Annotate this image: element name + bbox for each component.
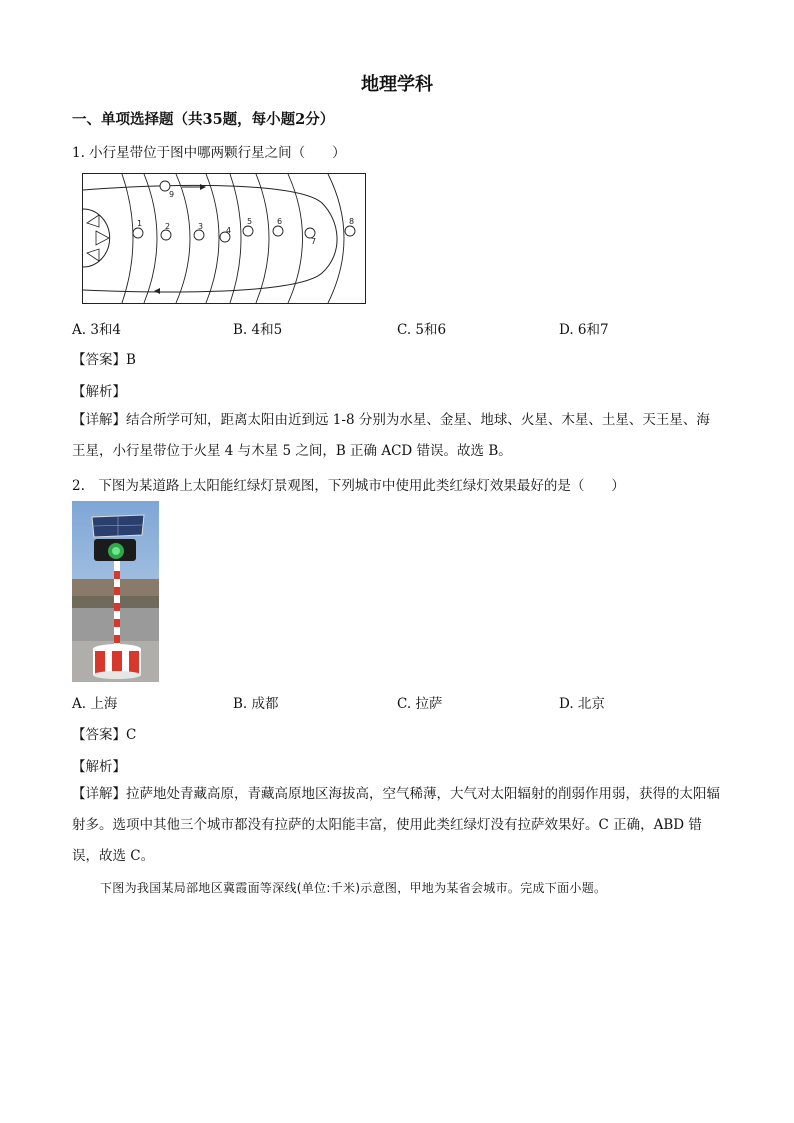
q2-option-a: A. 上海: [72, 696, 118, 712]
q2-detail: 【详解】拉萨地处青藏高原，青藏高原地区海拔高，空气稀薄，大气对太阳辐射的削弱作用弱，获得的太阳辐射多。选项中其他三个城市都没有拉萨的太阳能丰富，使用此类红绿灯没有拉萨效果好。C 正确，ABD 错误，故选 C。: [72, 786, 720, 864]
planet-label-7: 7: [311, 237, 317, 246]
planet-label-8: 8: [349, 217, 355, 226]
planet-label-2: 2: [165, 222, 171, 231]
planet-label-1: 1: [137, 219, 143, 228]
q1-option-a: A. 3和4: [72, 322, 122, 338]
q1-analysis-label: 【解析】: [72, 384, 126, 400]
solar-system-diagram: [82, 173, 366, 304]
q2-answer: 【答案】C: [72, 727, 137, 743]
q2-option-c: C. 拉萨: [397, 696, 443, 712]
q2-analysis-label: 【解析】: [72, 759, 126, 775]
section-heading: 一、单项选择题（共35题，每小题2分）: [72, 111, 335, 128]
q1-option-c: C. 5和6: [397, 322, 447, 338]
q2-option-d: D. 北京: [559, 696, 605, 712]
planet-label-5: 5: [247, 217, 253, 226]
q1-option-b: B. 4和5: [233, 322, 283, 338]
planet-label-9: 9: [169, 190, 175, 199]
q1-detail: 【详解】结合所学可知，距离太阳由近到远 1-8 分别为水星、金星、地球、火星、木星、土星、天王星、海王星，小行星带位于火星 4 与木星 5 之间，B 正确 ACD 错误。故选 B。: [72, 412, 710, 459]
planet-label-3: 3: [198, 222, 204, 231]
next-question-intro: 下图为我国某局部地区冀霞面等深线(单位:千米)示意图，甲地为某省会城市。完成下面小题。: [100, 881, 607, 895]
planet-label-4: 4: [226, 226, 232, 235]
q1-answer: 【答案】B: [72, 352, 136, 368]
question-1-stem: 1. 小行星带位于图中哪两颗行星之间（ ）: [72, 145, 346, 161]
page-title: 地理学科: [361, 74, 433, 95]
question-2-stem: 2. 下图为某道路上太阳能红绿灯景观图，下列城市中使用此类红绿灯效果最好的是（ ）: [72, 478, 625, 494]
planet-label-6: 6: [277, 217, 283, 226]
q2-option-b: B. 成都: [233, 696, 279, 712]
q1-option-d: D. 6和7: [559, 322, 609, 338]
solar-traffic-light-photo: [72, 501, 159, 682]
